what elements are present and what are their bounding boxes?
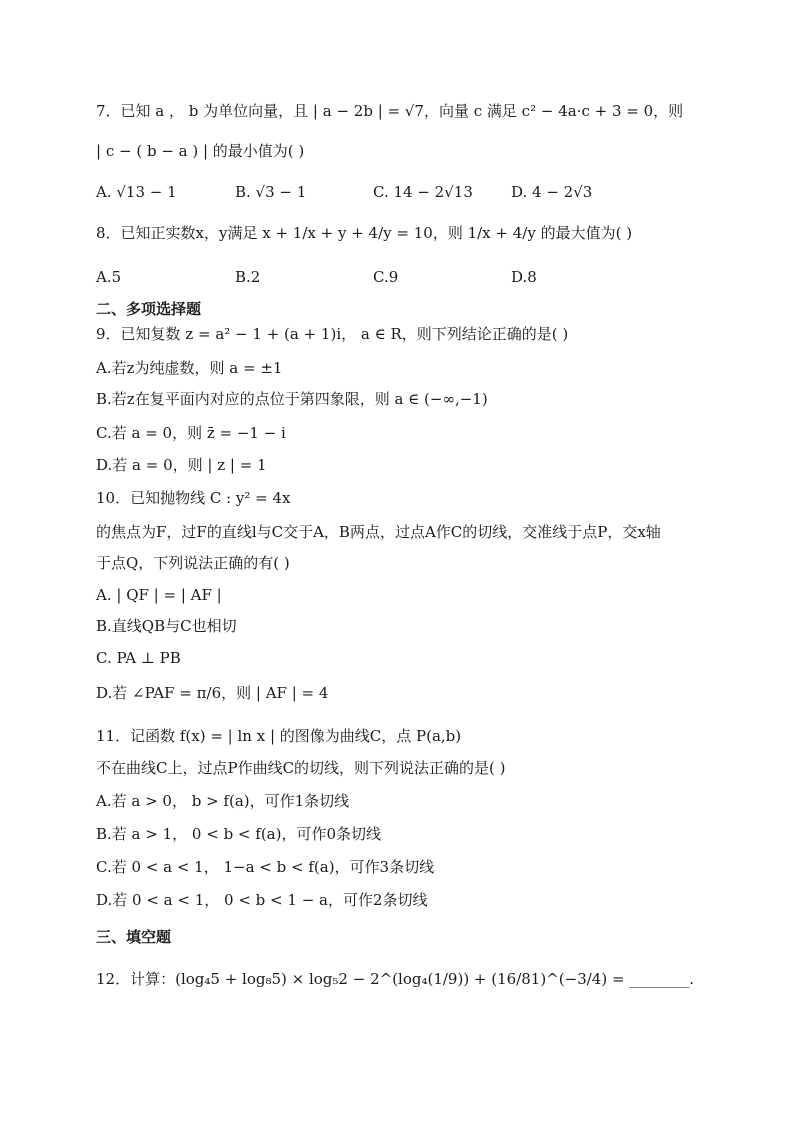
q10-line1: 10．已知抛物线 C : y² = 4x <box>96 489 291 507</box>
q9-stem: 9．已知复数 z = a² − 1 + (a + 1)i， a ∈ R，则下列结论正确的是( ) <box>96 325 569 343</box>
q9-option-d: D.若 a = 0，则 | z | = 1 <box>96 456 267 474</box>
q7-line1: 7．已知 a ， b 为单位向量，且 | a − 2b | = √7，向量 c 满足 c² − 4a·c + 3 = 0，则 <box>96 102 684 120</box>
q7-line2: | c − ( b − a ) | 的最小值为( ) <box>96 142 305 160</box>
q7-option-b: B. √3 − 1 <box>235 183 307 201</box>
q10-option-c: C. PA ⊥ PB <box>96 649 181 667</box>
q9-option-b: B.若z在复平面内对应的点位于第四象限，则 a ∈ (−∞,−1) <box>96 390 488 408</box>
q8-option-b: B.2 <box>235 268 261 286</box>
section-heading-fill-blank: 三、填空题 <box>96 928 172 946</box>
q10-line3: 于点Q，下列说法正确的有( ) <box>96 554 290 572</box>
q8-option-c: C.9 <box>373 268 399 286</box>
q11-line2: 不在曲线C上，过点P作曲线C的切线，则下列说法正确的是( ) <box>96 759 506 777</box>
q8-option-a: A.5 <box>96 268 122 286</box>
q9-option-a: A.若z为纯虚数，则 a = ±1 <box>96 359 283 377</box>
q9-option-c: C.若 a = 0，则 z̄ = −1 − i <box>96 424 286 442</box>
q11-option-a: A.若 a > 0， b > f(a)，可作1条切线 <box>96 792 350 810</box>
q8-option-d: D.8 <box>511 268 537 286</box>
q7-option-c: C. 14 − 2√13 <box>373 183 473 201</box>
q12-stem: 12．计算：(log₄5 + log₈5) × log₅2 − 2^(log₄(1/9)) + (16/81)^(−3/4) = ________. <box>96 970 695 988</box>
q10-option-b: B.直线QB与C也相切 <box>96 617 237 635</box>
q10-line2: 的焦点为F，过F的直线l与C交于A，B两点，过点A作C的切线，交准线于点P，交x轴 <box>96 523 661 541</box>
q7-option-a: A. √13 − 1 <box>96 183 177 201</box>
q11-option-b: B.若 a > 1， 0 < b < f(a)，可作0条切线 <box>96 825 382 843</box>
q8-stem: 8．已知正实数x，y满足 x + 1/x + y + 4/y = 10，则 1/x + 4/y 的最大值为( ) <box>96 224 633 242</box>
q7-option-d: D. 4 − 2√3 <box>511 183 593 201</box>
section-heading-multi-choice: 二、多项选择题 <box>96 300 202 318</box>
q11-option-c: C.若 0 < a < 1， 1−a < b < f(a)，可作3条切线 <box>96 858 435 876</box>
q11-option-d: D.若 0 < a < 1， 0 < b < 1 − a，可作2条切线 <box>96 891 428 909</box>
q11-line1: 11．记函数 f(x) = | ln x | 的图像为曲线C，点 P(a,b) <box>96 727 462 745</box>
q10-option-d: D.若 ∠PAF = π/6，则 | AF | = 4 <box>96 684 329 702</box>
q10-option-a: A. | QF | = | AF | <box>96 586 222 604</box>
